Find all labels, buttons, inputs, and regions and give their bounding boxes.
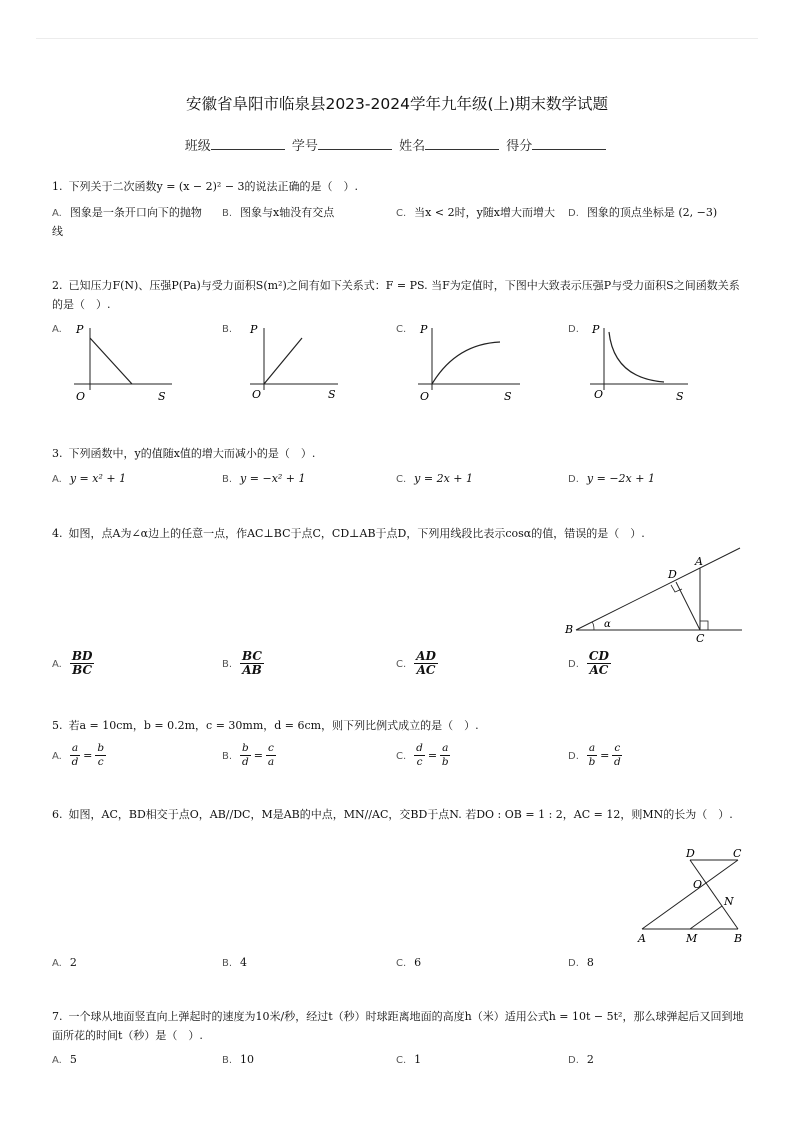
option-text: 1 — [414, 1053, 422, 1066]
denominator: b — [588, 756, 596, 768]
point-o-label: O — [693, 878, 703, 891]
option-label: D. — [568, 1055, 579, 1066]
numerator: b — [242, 742, 249, 754]
origin-label: O — [594, 388, 604, 401]
class-blank[interactable] — [211, 138, 285, 150]
q5-option-b[interactable] — [222, 742, 276, 769]
q6-option-a[interactable] — [52, 954, 77, 973]
option-label: B. — [222, 208, 233, 219]
numerator: c — [268, 742, 274, 754]
q4-option-b[interactable] — [222, 650, 264, 677]
question-1 — [52, 177, 746, 196]
equals-sign: = — [427, 748, 438, 762]
denominator: a — [267, 756, 275, 768]
numerator: b — [97, 742, 105, 754]
option-text: y = x² + 1 — [69, 472, 127, 485]
segment-mn — [690, 906, 722, 929]
option-label: B. — [222, 750, 233, 762]
denominator: d — [613, 756, 621, 768]
q3-option-b[interactable] — [222, 470, 306, 489]
option-label: C. — [396, 208, 407, 219]
q4-option-d[interactable] — [568, 650, 611, 677]
equals-sign: = — [600, 748, 610, 762]
q2-graph-b — [238, 318, 348, 410]
q5-option-a[interactable] — [52, 742, 106, 769]
page-top-rule — [36, 38, 758, 39]
id-blank[interactable] — [318, 138, 392, 150]
option-label: C. — [396, 958, 407, 969]
point-a-label: A — [695, 555, 703, 568]
option-text: y = 2x + 1 — [414, 472, 474, 485]
q6-option-c[interactable] — [396, 954, 421, 973]
name-blank[interactable] — [425, 138, 499, 150]
q2-graph-a — [64, 318, 184, 410]
q1-option-c[interactable] — [396, 204, 561, 223]
point-c-label: C — [696, 632, 705, 645]
option-label: B. — [222, 958, 233, 969]
angle-alpha-label: α — [604, 619, 611, 630]
q3-option-a[interactable] — [52, 470, 126, 489]
question-number: 6. — [52, 808, 63, 821]
q1-option-d[interactable] — [568, 204, 748, 223]
linear-decreasing-curve — [90, 338, 132, 384]
point-m-label: M — [686, 932, 698, 945]
fraction-left — [587, 742, 597, 769]
segment-cd — [676, 582, 700, 630]
q3-option-c[interactable] — [396, 470, 473, 489]
fraction-left — [70, 742, 80, 769]
numerator: a — [588, 742, 596, 754]
ray-ba — [576, 548, 740, 630]
right-angle-mark-c — [700, 621, 708, 630]
question-stem: 如图，点A为∠α边上的任意一点，作AC⊥BC于点C，CD⊥AB于点D，下列用线段比表示cosα的值，错误的是（ ）. — [68, 527, 645, 540]
question-stem: 下列函数中，y的值随x值的增大而减小的是（ ）. — [68, 447, 316, 460]
id-label: 学号 — [291, 139, 318, 154]
question-number: 1. — [52, 180, 63, 193]
numerator: d — [416, 742, 423, 754]
s-axis-label: S — [676, 390, 684, 403]
q4-option-c[interactable] — [396, 650, 438, 677]
question-number: 5. — [52, 719, 63, 732]
q5-option-c[interactable] — [396, 742, 450, 769]
numerator: a — [442, 742, 449, 754]
option-label: C. — [396, 750, 407, 762]
q7-option-a[interactable] — [52, 1051, 77, 1070]
option-label: A. — [52, 474, 62, 485]
numerator: AD — [416, 649, 436, 663]
s-axis-label: S — [328, 388, 336, 401]
linear-increasing-curve — [264, 338, 302, 384]
option-label: C. — [396, 324, 407, 335]
score-blank[interactable] — [532, 138, 606, 150]
denominator: c — [97, 756, 104, 768]
numerator: BC — [242, 649, 262, 663]
question-stem: 一个球从地面竖直向上弹起时的速度为10米/秒，经过t（秒）时球距离地面的高度h（米）适用公式h = 10t − 5t²，那么球弹起后又回到地面所花的时间t（秒）是（ ）. — [52, 1010, 744, 1042]
option-text: y = −x² + 1 — [240, 472, 306, 485]
option-text: 5 — [69, 1053, 77, 1066]
s-axis-label: S — [504, 390, 512, 403]
option-text: 10 — [240, 1053, 255, 1066]
option-text: 8 — [586, 956, 594, 969]
numerator: BD — [71, 649, 93, 663]
q1-option-b[interactable] — [222, 204, 382, 223]
q6-option-d[interactable] — [568, 954, 594, 973]
denominator: AC — [416, 663, 436, 677]
fraction-right — [95, 742, 106, 769]
student-info-row — [0, 135, 794, 154]
option-text: 2 — [69, 956, 77, 969]
fraction — [414, 650, 438, 677]
option-text: 图象与x轴没有交点 — [240, 206, 335, 219]
option-text: 6 — [414, 956, 422, 969]
q5-option-d[interactable] — [568, 742, 622, 769]
question-stem: 下列关于二次函数y = (x − 2)² − 3的说法正确的是（ ）. — [68, 180, 359, 193]
q4-option-a[interactable] — [52, 650, 94, 677]
point-n-label: N — [724, 895, 734, 908]
hyperbola-curve — [609, 332, 664, 382]
fraction-left — [240, 742, 251, 769]
s-axis-label: S — [158, 390, 166, 403]
question-number: 3. — [52, 447, 63, 460]
option-text: 2 — [586, 1053, 594, 1066]
denominator: AC — [589, 663, 609, 677]
q4-figure — [560, 540, 750, 646]
question-number: 4. — [52, 527, 63, 540]
option-label: B. — [222, 474, 233, 485]
p-axis-label: P — [76, 323, 84, 336]
q7-option-d[interactable] — [568, 1051, 594, 1070]
option-label: A. — [52, 208, 62, 219]
fraction — [70, 650, 95, 677]
origin-label: O — [420, 390, 430, 403]
question-stem: 如图，AC，BD相交于点O，AB//DC，M是AB的中点，MN//AC，交BD于点N. 若DO : OB = 1 : 2，AC = 12，则MN的长为（ ）. — [68, 808, 733, 821]
option-label: D. — [568, 474, 579, 485]
fraction — [240, 650, 264, 677]
q6-option-b[interactable] — [222, 954, 247, 973]
fraction-right — [612, 742, 622, 769]
angle-arc — [592, 622, 594, 630]
option-label: D. — [568, 324, 579, 335]
origin-label: O — [76, 390, 86, 403]
question-5 — [52, 716, 746, 735]
equals-sign: = — [253, 748, 263, 762]
point-b-label: B — [734, 932, 743, 945]
question-2 — [52, 276, 746, 314]
option-text: 当x < 2时，y随x增大而增大 — [414, 206, 556, 219]
option-label: A. — [52, 1055, 62, 1066]
point-d-label: D — [668, 568, 677, 581]
option-text: 4 — [240, 956, 248, 969]
q6-figure — [630, 844, 750, 946]
fraction-left — [414, 742, 425, 769]
option-label: D. — [568, 658, 579, 670]
option-label: C. — [396, 474, 407, 485]
q7-option-c[interactable] — [396, 1051, 421, 1070]
name-label: 姓名 — [399, 139, 426, 154]
equals-sign: = — [83, 748, 93, 762]
numerator: CD — [588, 649, 609, 663]
concave-curve — [432, 342, 500, 384]
question-3 — [52, 444, 746, 463]
p-axis-label: P — [250, 323, 258, 336]
option-label: C. — [396, 1055, 407, 1066]
p-axis-label: P — [420, 323, 428, 336]
option-label: C. — [396, 658, 407, 670]
point-d-label: D — [686, 847, 695, 860]
point-c-label: C — [733, 847, 742, 860]
option-label: A. — [52, 958, 62, 969]
denominator: c — [416, 756, 423, 768]
fraction-right — [440, 742, 450, 769]
option-label: B. — [222, 658, 233, 670]
origin-label: O — [252, 388, 262, 401]
p-axis-label: P — [592, 323, 600, 336]
q3-option-d[interactable] — [568, 470, 655, 489]
question-number: 7. — [52, 1010, 63, 1023]
option-label: D. — [568, 958, 579, 969]
option-label: D. — [568, 208, 579, 219]
question-stem: 已知压力F(N)、压强P(Pa)与受力面积S(m²)之间有如下关系式：F = PS. 当F为定值时，下图中大致表示压强P与受力面积S之间函数关系的是（ ）. — [52, 279, 740, 311]
option-label: A. — [52, 750, 62, 762]
question-number: 2. — [52, 279, 63, 292]
numerator: a — [71, 742, 79, 754]
fraction-right — [266, 742, 276, 769]
option-text: y = −2x + 1 — [586, 472, 655, 485]
question-7 — [52, 1007, 746, 1045]
denominator: d — [242, 756, 249, 768]
point-b-label: B — [565, 623, 574, 636]
option-label: B. — [222, 1055, 233, 1066]
class-label: 班级 — [184, 139, 211, 154]
option-text: 图象是一条开口向下的抛物线 — [52, 206, 202, 238]
score-label: 得分 — [506, 139, 533, 154]
q7-option-b[interactable] — [222, 1051, 254, 1070]
denominator: b — [441, 756, 449, 768]
question-6 — [52, 805, 746, 824]
option-text: 图象的顶点坐标是 (2, −3) — [586, 206, 718, 219]
denominator: BC — [72, 663, 93, 677]
q1-option-a[interactable] — [52, 204, 212, 241]
option-label: A. — [52, 658, 62, 670]
option-label: D. — [568, 750, 579, 762]
question-stem: 若a = 10cm，b = 0.2m，c = 30mm，d = 6cm，则下列比例式成立的是（ ）. — [68, 719, 479, 732]
option-label: A. — [52, 324, 62, 335]
q2-graph-d — [580, 318, 700, 410]
point-a-label: A — [638, 932, 646, 945]
denominator: d — [71, 756, 79, 768]
denominator: AB — [242, 663, 262, 677]
q2-graph-c — [408, 318, 528, 410]
page-title: 安徽省阜阳市临泉县2023-2024学年九年级(上)期末数学试题 — [185, 95, 609, 113]
option-label: B. — [222, 324, 233, 335]
numerator: c — [614, 742, 621, 754]
fraction — [587, 650, 611, 677]
